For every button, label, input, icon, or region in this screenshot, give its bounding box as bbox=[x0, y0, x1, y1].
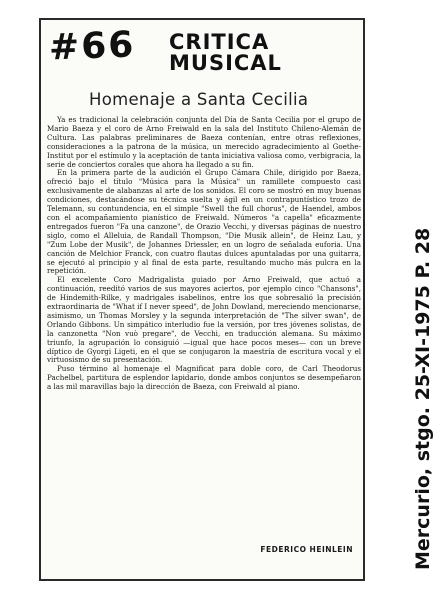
handwritten-number: #66 bbox=[48, 24, 136, 69]
section-title bbox=[169, 32, 282, 74]
paragraph-3: El excelente Coro Madrigalista guiado por Arno Freiwald, que actuó a continuación, reeditó varios de sus mayores aciertos, por ejemplo cinco "Chansons", de Hindemith-Rilke, y madrigales isabelinos, entre los que sobresalió la precisión extraordinaria de "What if I never speed", de John Dowland, mereciendo mencionarse, asimismo, un Thomas Morsley y la segunda interpretación de "The silver swan", de Orlando Gibbons. Un simpático interludio fue la versión, por tres jóvenes solistas, de la canzonetta "Non vuò pregare", de Vecchi, en traducción alemana. Su máximo triunfo, la agrupación lo consiguió —igual que hace pocos meses— con un breve díptico de Gyorgi Ligeti, en el que se conjugaron la maestría de escritura vocal y el virtuosismo de su presentación. bbox=[47, 275, 361, 365]
paragraph-1: Ya es tradicional la celebración conjunta del Día de Santa Cecilia por el grupo de Mario Baeza y el coro de Arno Freiwald en la sala del Instituto Chileno-Alemán de Cultura. Las palabras preliminares de Baeza contenían, entre otras reflexiones, consideraciones a la patrona de la música, un merecido agradecimiento al Goethe-Institut por el estímulo y la aceptación de tanta iniciativa valiosa como, verbigracia, la serie de conciertos corales que ahora ha llegado a su fin. bbox=[47, 115, 361, 169]
paragraph-4: Puso término al homenaje el Magnificat para doble coro, de Carl Theodorus Pachelbel, partitura de esplendor lapidario, donde ambos conjuntos se desempeñaron a las mil maravillas bajo la dirección de Baeza, con Freiwald al piano. bbox=[47, 364, 361, 392]
paragraph-2: En la primera parte de la audición el Grupo Cámara Chile, dirigido por Baeza, ofreció bajo el título "Música para la Música" un ramillete compuesto casi exclusivamente de alabanzas al arte de los sonidos. El coro se mostró en muy buenas condiciones, destacándose su técnica suelta y ágil en un contrapuntístico trozo de Telemann, su contundencia, en el simple "Swell the full chorus", de Haendel, ambos con el acompañamiento pianístico de Freiwald. Números "a capella" eficazmente entregados fueron "Fa una canzone", de Orazio Vecchi, y diversas páginas de nuestro siglo, como el Alleluia, de Randall Thompson, "Die Musik allein", de Heinz Lau, y "Zum Lobe der Musik", de Johannes Driessler, en un logro de señalada euforia. Una canción de Melchior Franck, con cuatro flautas dulces apuntaladas por una guitarra, se ejecutó al principio y al final de esta parte, resultando mucho más pulcra en la repetición. bbox=[47, 168, 361, 276]
article-headline: Homenaje a Santa Cecilia bbox=[89, 90, 309, 109]
margin-note-area bbox=[368, 100, 434, 570]
newspaper-clipping bbox=[39, 18, 365, 581]
author-byline: FEDERICO HEINLEIN bbox=[260, 545, 353, 554]
section-title-line2: MUSICAL bbox=[169, 51, 282, 75]
handwritten-source-note: Mercurio, stgo. 25-XI-1975 P. 28 bbox=[412, 227, 434, 570]
section-title-line1: CRITICA bbox=[169, 30, 270, 54]
article-body bbox=[47, 116, 361, 392]
